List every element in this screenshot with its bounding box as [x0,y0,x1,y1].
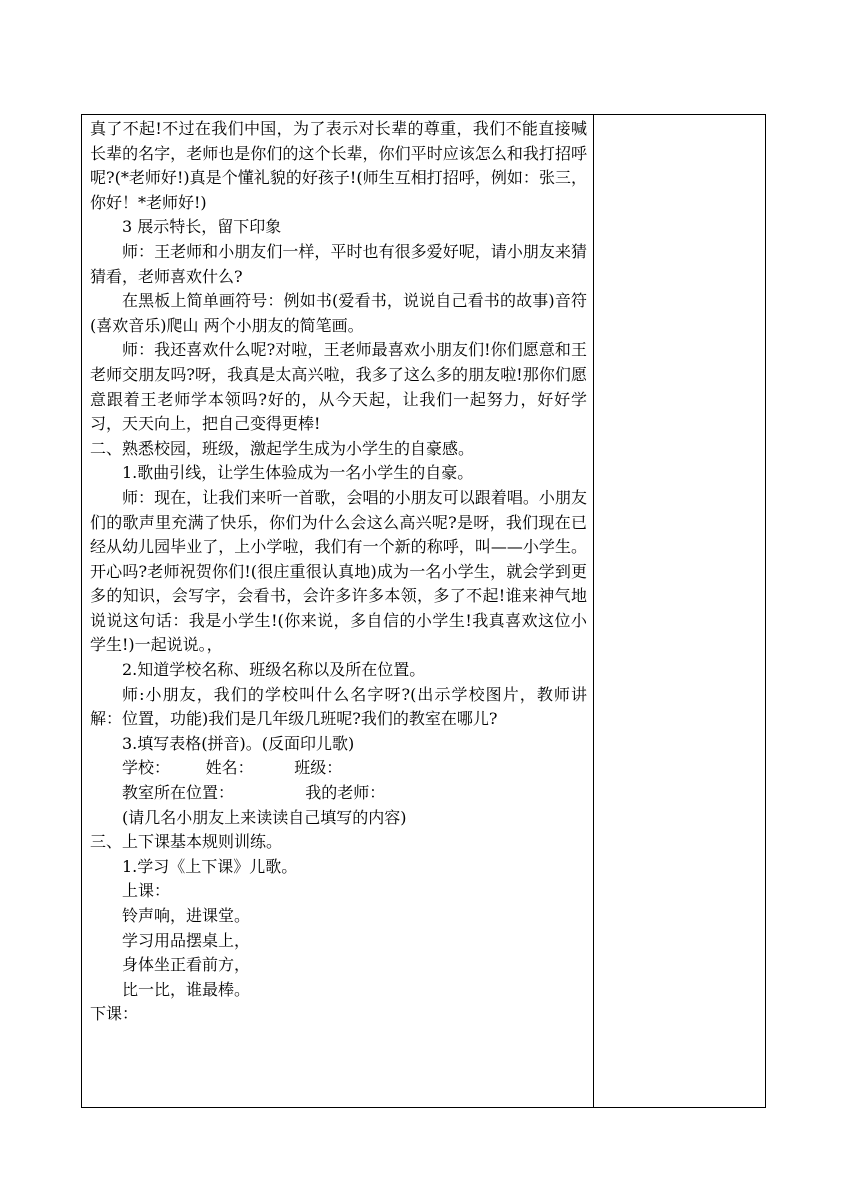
rhyme-line: 铃声响，进课堂。 [122,906,251,925]
heading-step-3: 3 展示特长，留下印象 [122,217,282,237]
section-heading-2: 二、熟悉校园，班级，激起学生成为小学生的自豪感。 [90,438,475,458]
rhyme-line: 身体坐正看前方， [122,955,251,975]
paragraph-blackboard: 在黑板上简单画符号：例如书(爱看书，说说自己看书的故事)音符(喜欢音乐)爬山 两个小朋友的简笔画。 [90,291,587,335]
rhyme-class-end: 下课： [90,1004,139,1024]
lesson-plan-table [81,114,766,1108]
paragraph-hobbies: 师：王老师和小朋友们一样，平时也有很多爱好呢，请小朋友来猜猜看，老师喜欢什么? [90,241,587,286]
rhyme-line: 学习用品摆桌上， [122,930,251,950]
paragraph-school: 师:小朋友，我们的学校叫什么名字呀?(出示学校图片，教师讲解：位置，功能)我们是几年级几班呢?我们的教室在哪儿? [90,684,587,729]
form-line-classroom: 教室所在位置： 我的老师： [122,783,386,803]
table-row [82,115,766,1108]
subheading-rhyme: 1.学习《上下课》儿歌。 [122,856,298,876]
rhyme-line: 比一比，谁最棒。 [122,979,251,999]
subheading-form: 3.填写表格(拼音)。(反面印儿歌) [122,733,355,753]
paragraph-friends: 师：我还喜欢什么呢?对啦，王老师最喜欢小朋友们!你们愿意和王老师交朋友吗?呀，我真是太高兴啦，我多了这么多的朋友啦!那你们愿意跟着王老师学本领吗?好的，从今天起，让我们一起努力，好好学习，天天向上，把自己变得更棒! [90,340,587,434]
form-note: (请几名小朋友上来读读自己填写的内容) [122,807,407,827]
lesson-content [82,115,593,1027]
section-heading-3: 三、上下课基本规则训练。 [90,832,283,852]
subheading-song: 1.歌曲引线，让学生体验成为一名小学生的自豪。 [122,463,474,483]
lesson-content-cell [82,115,594,1108]
paragraph-greeting: 真了不起!不过在我们中国，为了表示对长辈的尊重，我们不能直接喊长辈的名字，老师也是你们的这个长辈，你们平时应该怎么和我打招呼呢?(*老师好!)真是个懂礼貌的好孩子!(师生互相打招呼，例如：张三，你好！*老师好!) [90,119,587,212]
notes-cell [594,115,766,1108]
form-line-school: 学校： 姓名： 班级： [122,758,343,778]
rhyme-class-start: 上课： [122,881,171,901]
subheading-school-name: 2.知道学校名称、班级名称以及所在位置。 [122,660,426,680]
paragraph-song: 师：现在，让我们来听一首歌，会唱的小朋友可以跟着唱。小朋友们的歌声里充满了快乐，你们为什么会这么高兴呢?是呀，我们现在已经从幼儿园毕业了，上小学啦，我们有一个新的称呼，叫——小学生。开心吗?老师祝贺你们!(很庄重很认真地)成为一名小学生，就会学到更多的知识，会写字，会看书，会许多许多本领，多了不起!谁来神气地说说这句话：我是小学生!(你来说，多自信的小学生!我真喜欢这位小学生!)一起说说。， [90,487,587,655]
